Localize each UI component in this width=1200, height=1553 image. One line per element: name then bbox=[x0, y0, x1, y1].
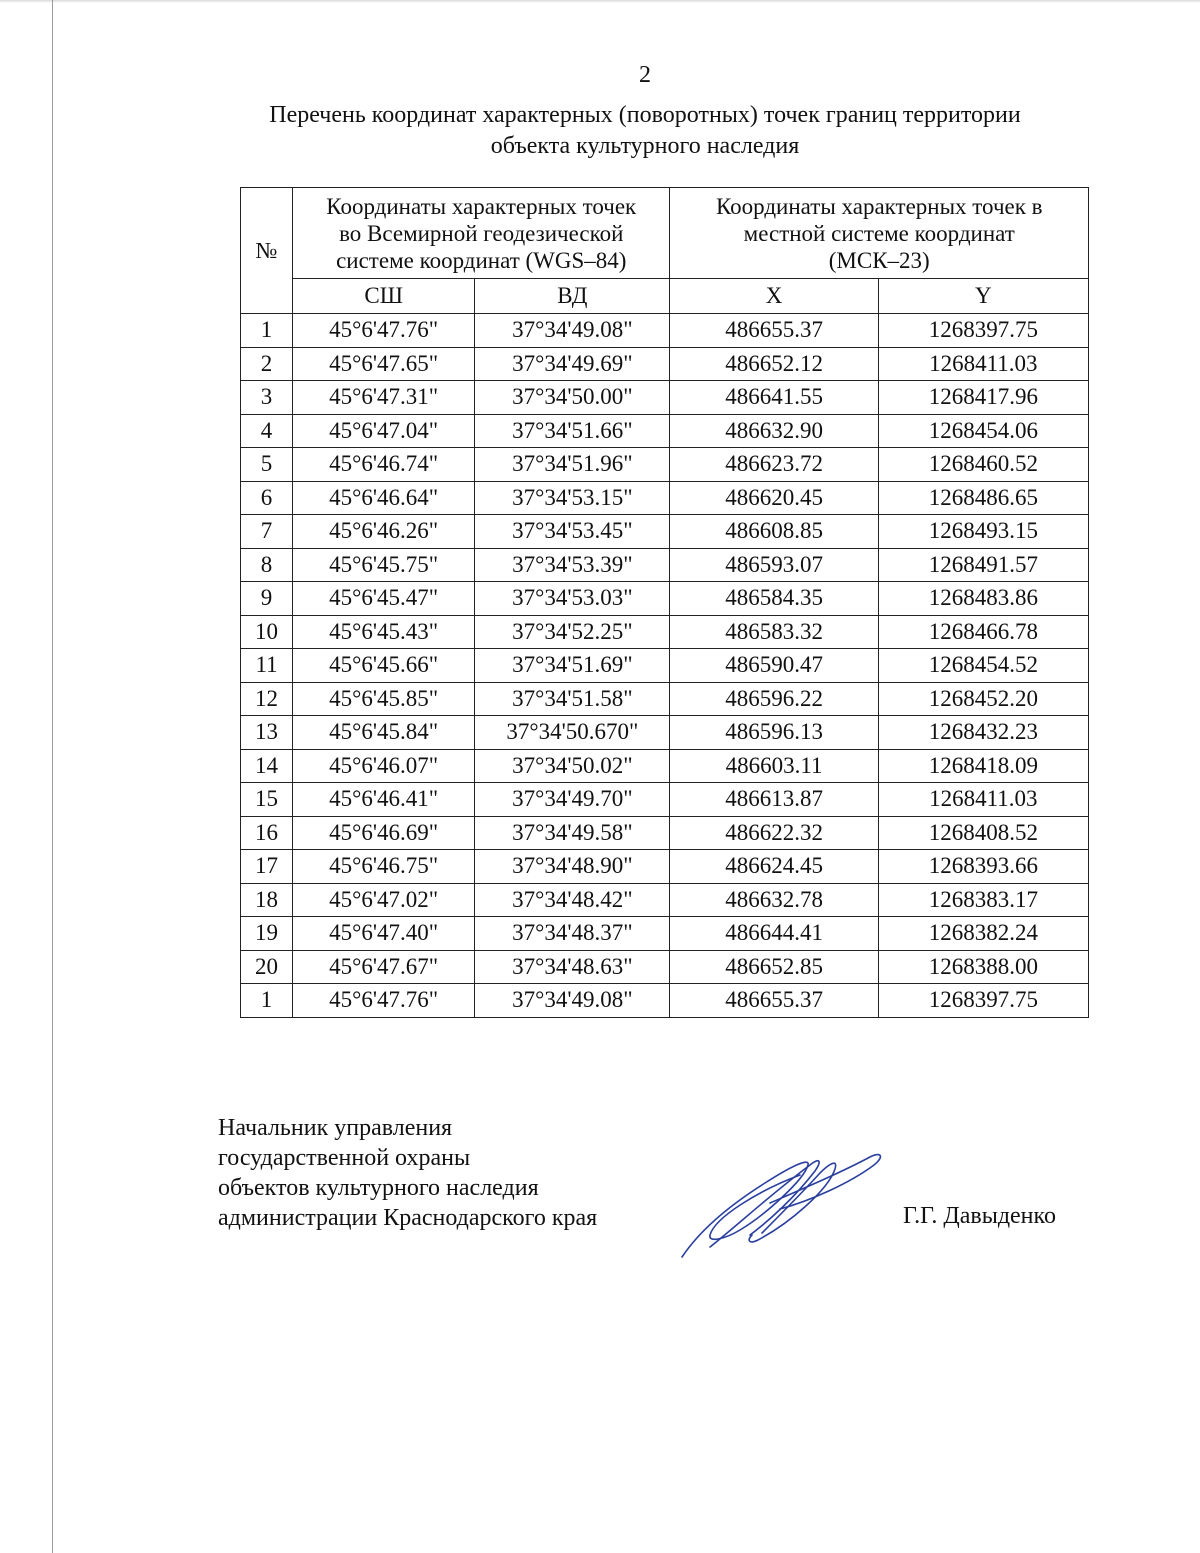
cell-latitude: 45°6'45.75" bbox=[293, 548, 475, 582]
cell-point-number: 7 bbox=[241, 515, 293, 549]
cell-x: 486652.85 bbox=[670, 950, 878, 984]
cell-x: 486622.32 bbox=[670, 816, 878, 850]
table-row bbox=[241, 381, 1089, 415]
signer-position-line-3: объектов культурного наследия bbox=[218, 1175, 539, 1201]
cell-x: 486652.12 bbox=[670, 347, 878, 381]
subheader-latitude: СШ bbox=[293, 279, 475, 314]
cell-latitude: 45°6'47.31" bbox=[293, 381, 475, 415]
table-row bbox=[241, 649, 1089, 683]
cell-longitude: 37°34'49.70" bbox=[475, 783, 670, 817]
cell-longitude: 37°34'53.45" bbox=[475, 515, 670, 549]
cell-y: 1268454.52 bbox=[878, 649, 1088, 683]
cell-longitude: 37°34'48.42" bbox=[475, 883, 670, 917]
cell-y: 1268388.00 bbox=[878, 950, 1088, 984]
header-wgs84 bbox=[293, 188, 670, 279]
cell-longitude: 37°34'50.00" bbox=[475, 381, 670, 415]
document-title bbox=[200, 100, 1090, 162]
cell-point-number: 8 bbox=[241, 548, 293, 582]
subheader-y: Y bbox=[878, 279, 1088, 314]
cell-y: 1268491.57 bbox=[878, 548, 1088, 582]
cell-latitude: 45°6'45.84" bbox=[293, 716, 475, 750]
document-title-line-2: объекта культурного наследия bbox=[490, 133, 800, 159]
table-row bbox=[241, 515, 1089, 549]
cell-point-number: 10 bbox=[241, 615, 293, 649]
table-row bbox=[241, 582, 1089, 616]
cell-x: 486644.41 bbox=[670, 917, 878, 951]
cell-point-number: 2 bbox=[241, 347, 293, 381]
cell-x: 486624.45 bbox=[670, 850, 878, 884]
cell-y: 1268382.24 bbox=[878, 917, 1088, 951]
cell-x: 486603.11 bbox=[670, 749, 878, 783]
cell-y: 1268393.66 bbox=[878, 850, 1088, 884]
cell-latitude: 45°6'47.76" bbox=[293, 984, 475, 1018]
cell-latitude: 45°6'46.75" bbox=[293, 850, 475, 884]
table-row bbox=[241, 950, 1089, 984]
cell-latitude: 45°6'46.64" bbox=[293, 481, 475, 515]
table-row bbox=[241, 414, 1089, 448]
cell-point-number: 20 bbox=[241, 950, 293, 984]
cell-x: 486596.13 bbox=[670, 716, 878, 750]
cell-x: 486593.07 bbox=[670, 548, 878, 582]
signer-position-line-2: государственной охраны bbox=[218, 1145, 471, 1171]
cell-longitude: 37°34'49.08" bbox=[475, 984, 670, 1018]
cell-longitude: 37°34'53.39" bbox=[475, 548, 670, 582]
cell-x: 486584.35 bbox=[670, 582, 878, 616]
cell-latitude: 45°6'47.65" bbox=[293, 347, 475, 381]
cell-point-number: 1 bbox=[241, 314, 293, 348]
cell-longitude: 37°34'50.02" bbox=[475, 749, 670, 783]
table-row bbox=[241, 783, 1089, 817]
table-row bbox=[241, 816, 1089, 850]
table-subheader-row bbox=[241, 279, 1089, 314]
cell-x: 486620.45 bbox=[670, 481, 878, 515]
subheader-x: X bbox=[670, 279, 878, 314]
cell-y: 1268493.15 bbox=[878, 515, 1088, 549]
cell-y: 1268397.75 bbox=[878, 314, 1088, 348]
cell-longitude: 37°34'51.58" bbox=[475, 682, 670, 716]
scan-edge-left bbox=[52, 0, 53, 1553]
cell-longitude: 37°34'48.90" bbox=[475, 850, 670, 884]
signer-position-line-1: Начальник управления bbox=[218, 1115, 453, 1141]
cell-longitude: 37°34'50.670" bbox=[475, 716, 670, 750]
table-row bbox=[241, 615, 1089, 649]
cell-latitude: 45°6'47.67" bbox=[293, 950, 475, 984]
cell-longitude: 37°34'53.03" bbox=[475, 582, 670, 616]
cell-longitude: 37°34'51.66" bbox=[475, 414, 670, 448]
cell-y: 1268418.09 bbox=[878, 749, 1088, 783]
subheader-longitude: ВД bbox=[475, 279, 670, 314]
cell-y: 1268383.17 bbox=[878, 883, 1088, 917]
table-row bbox=[241, 682, 1089, 716]
cell-point-number: 12 bbox=[241, 682, 293, 716]
cell-y: 1268466.78 bbox=[878, 615, 1088, 649]
cell-x: 486641.55 bbox=[670, 381, 878, 415]
cell-latitude: 45°6'47.04" bbox=[293, 414, 475, 448]
table-row bbox=[241, 314, 1089, 348]
header-number: № bbox=[241, 188, 293, 314]
cell-point-number: 13 bbox=[241, 716, 293, 750]
cell-point-number: 16 bbox=[241, 816, 293, 850]
cell-latitude: 45°6'46.07" bbox=[293, 749, 475, 783]
table-row bbox=[241, 548, 1089, 582]
cell-point-number: 5 bbox=[241, 448, 293, 482]
cell-y: 1268417.96 bbox=[878, 381, 1088, 415]
cell-y: 1268483.86 bbox=[878, 582, 1088, 616]
table-row bbox=[241, 883, 1089, 917]
scan-edge-top bbox=[0, 0, 1200, 3]
cell-y: 1268411.03 bbox=[878, 347, 1088, 381]
cell-latitude: 45°6'46.41" bbox=[293, 783, 475, 817]
cell-longitude: 37°34'51.69" bbox=[475, 649, 670, 683]
cell-point-number: 18 bbox=[241, 883, 293, 917]
cell-point-number: 19 bbox=[241, 917, 293, 951]
cell-latitude: 45°6'46.69" bbox=[293, 816, 475, 850]
cell-latitude: 45°6'46.26" bbox=[293, 515, 475, 549]
cell-latitude: 45°6'45.85" bbox=[293, 682, 475, 716]
table-row bbox=[241, 850, 1089, 884]
cell-longitude: 37°34'53.15" bbox=[475, 481, 670, 515]
table-row bbox=[241, 481, 1089, 515]
table-row bbox=[241, 984, 1089, 1018]
cell-point-number: 9 bbox=[241, 582, 293, 616]
cell-latitude: 45°6'45.66" bbox=[293, 649, 475, 683]
cell-longitude: 37°34'49.58" bbox=[475, 816, 670, 850]
cell-x: 486632.90 bbox=[670, 414, 878, 448]
table-body bbox=[241, 314, 1089, 1018]
cell-latitude: 45°6'45.43" bbox=[293, 615, 475, 649]
cell-latitude: 45°6'46.74" bbox=[293, 448, 475, 482]
table-row bbox=[241, 716, 1089, 750]
cell-x: 486590.47 bbox=[670, 649, 878, 683]
cell-point-number: 11 bbox=[241, 649, 293, 683]
table-row bbox=[241, 749, 1089, 783]
table-header-row bbox=[241, 188, 1089, 279]
header-msk23-line-1: Координаты характерных точек в bbox=[715, 193, 1043, 219]
cell-point-number: 6 bbox=[241, 481, 293, 515]
cell-point-number: 15 bbox=[241, 783, 293, 817]
cell-latitude: 45°6'47.40" bbox=[293, 917, 475, 951]
cell-longitude: 37°34'52.25" bbox=[475, 615, 670, 649]
cell-latitude: 45°6'45.47" bbox=[293, 582, 475, 616]
cell-y: 1268432.23 bbox=[878, 716, 1088, 750]
cell-x: 486596.22 bbox=[670, 682, 878, 716]
header-wgs84-line-1: Координаты характерных точек bbox=[326, 193, 637, 219]
cell-x: 486608.85 bbox=[670, 515, 878, 549]
table-row bbox=[241, 347, 1089, 381]
header-wgs84-line-3: системе координат (WGS–84) bbox=[336, 247, 627, 273]
coordinates-table bbox=[240, 187, 1089, 1018]
cell-longitude: 37°34'51.96" bbox=[475, 448, 670, 482]
cell-point-number: 3 bbox=[241, 381, 293, 415]
table-row bbox=[241, 448, 1089, 482]
cell-latitude: 45°6'47.02" bbox=[293, 883, 475, 917]
document-title-line-1: Перечень координат характерных (поворотных) точек границ территории bbox=[269, 102, 1021, 128]
cell-longitude: 37°34'48.37" bbox=[475, 917, 670, 951]
signer-name: Г.Г. Давыденко bbox=[903, 1203, 1056, 1229]
signer-position bbox=[218, 1113, 597, 1233]
cell-x: 486613.87 bbox=[670, 783, 878, 817]
cell-x: 486655.37 bbox=[670, 314, 878, 348]
cell-point-number: 4 bbox=[241, 414, 293, 448]
cell-x: 486655.37 bbox=[670, 984, 878, 1018]
cell-latitude: 45°6'47.76" bbox=[293, 314, 475, 348]
cell-y: 1268397.75 bbox=[878, 984, 1088, 1018]
cell-x: 486632.78 bbox=[670, 883, 878, 917]
header-wgs84-line-2: во Всемирной геодезической bbox=[339, 220, 624, 246]
signer-position-line-4: администрации Краснодарского края bbox=[218, 1205, 598, 1231]
cell-x: 486623.72 bbox=[670, 448, 878, 482]
cell-point-number: 1 bbox=[241, 984, 293, 1018]
cell-longitude: 37°34'49.69" bbox=[475, 347, 670, 381]
cell-longitude: 37°34'48.63" bbox=[475, 950, 670, 984]
page-number: 2 bbox=[639, 62, 651, 88]
cell-y: 1268452.20 bbox=[878, 682, 1088, 716]
cell-y: 1268408.52 bbox=[878, 816, 1088, 850]
cell-longitude: 37°34'49.08" bbox=[475, 314, 670, 348]
table-row bbox=[241, 917, 1089, 951]
cell-point-number: 17 bbox=[241, 850, 293, 884]
cell-point-number: 14 bbox=[241, 749, 293, 783]
header-msk23 bbox=[670, 188, 1089, 279]
cell-y: 1268454.06 bbox=[878, 414, 1088, 448]
cell-y: 1268411.03 bbox=[878, 783, 1088, 817]
handwritten-signature bbox=[670, 1135, 890, 1270]
cell-y: 1268460.52 bbox=[878, 448, 1088, 482]
cell-x: 486583.32 bbox=[670, 615, 878, 649]
header-msk23-line-2: местной системе координат bbox=[743, 220, 1015, 246]
header-msk23-line-3: (МСК–23) bbox=[828, 247, 930, 273]
cell-y: 1268486.65 bbox=[878, 481, 1088, 515]
